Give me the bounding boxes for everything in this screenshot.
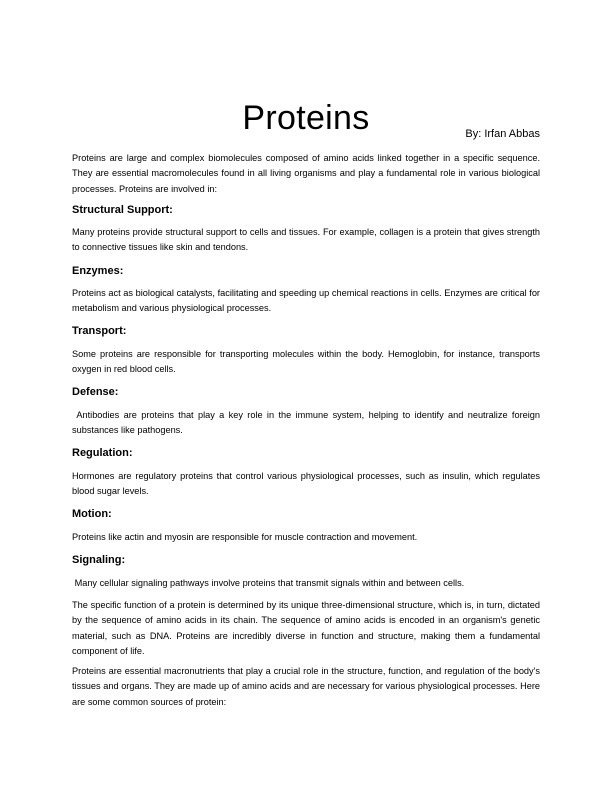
- section-body-enzymes: Proteins act as biological catalysts, facilitating and speeding up chemical reactions in cells. Enzymes are critical for metabolism and various physiological processes.: [72, 288, 540, 314]
- section-heading-enzymes: Enzymes:: [72, 265, 124, 277]
- section-body-regulation: Hormones are regulatory proteins that control various physiological processes, such as insulin, which regulates blood sugar levels.: [72, 471, 540, 497]
- document-title: Proteins: [242, 98, 370, 137]
- intro-paragraph: Proteins are large and complex biomolecules composed of amino acids linked together in a specific sequence. They are essential macromolecules found in all living organisms and play a fundamental role in various biological processes. Proteins are involved in:: [72, 153, 540, 194]
- section-body-defense: Antibodies are proteins that play a key role in the immune system, helping to identify and neutralize foreign substances like pathogens.: [72, 410, 543, 436]
- function-paragraph: The specific function of a protein is determined by its unique three-dimensional structure, which is, in turn, dictated by the sequence of amino acids in its chain. The sequence of amino acids is encoded in an organism's genetic material, such as DNA. Proteins are incredibly diverse in function and structure, making them a fundamental component of life.: [72, 600, 540, 656]
- section-heading-transport: Transport:: [72, 325, 127, 337]
- section-heading-regulation: Regulation:: [72, 447, 133, 459]
- sources-paragraph: Proteins are essential macronutrients that play a crucial role in the structure, function, and regulation of the body's tissues and organs. They are made up of amino acids and are necessary for various physiological processes. Here are some common sources of protein:: [72, 666, 540, 707]
- section-heading-structural-support: Structural Support:: [72, 204, 173, 216]
- section-body-motion: Proteins like actin and myosin are responsible for muscle contraction and movement.: [72, 532, 418, 542]
- section-body-transport: Some proteins are responsible for transporting molecules within the body. Hemoglobin, for instance, transports oxygen in red blood cells.: [72, 349, 540, 375]
- section-body-structural-support: Many proteins provide structural support to cells and tissues. For example, collagen is a protein that gives strength to connective tissues like skin and tendons.: [72, 227, 540, 253]
- section-heading-defense: Defense:: [72, 386, 119, 398]
- author-byline: By: Irfan Abbas: [465, 128, 540, 140]
- section-heading-motion: Motion:: [72, 508, 112, 520]
- section-body-signaling: Many cellular signaling pathways involve proteins that transmit signals within and between cells.: [72, 578, 465, 588]
- section-heading-signaling: Signaling:: [72, 554, 126, 566]
